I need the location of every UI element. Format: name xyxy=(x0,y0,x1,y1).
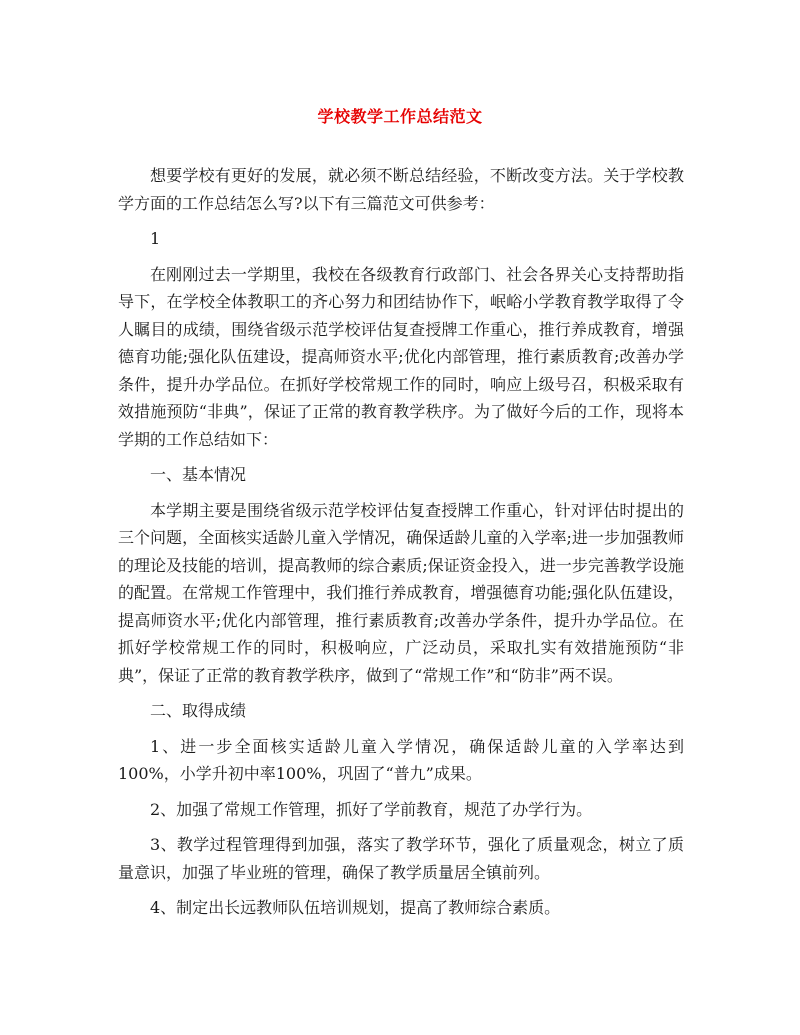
list-item: 2、加强了常规工作管理，抓好了学前教育，规范了办学行为。 xyxy=(150,799,593,819)
section-heading: 二、取得成绩 xyxy=(150,701,247,720)
section-heading: 一、基本情况 xyxy=(150,465,247,484)
list-item: 3、教学过程管理得到加强，落实了教学环节，强化了质量观念，树立了质量意识，加强了毕业班的管理，确保了教学质量居全镇前列。 xyxy=(118,835,684,882)
list-item: 4、制定出长远教师队伍培训规划，提高了教师综合素质。 xyxy=(150,898,561,917)
document-body xyxy=(118,162,684,930)
document-title: 学校教学工作总结范文 xyxy=(317,107,483,126)
paragraph: 1 xyxy=(150,229,161,248)
paragraph: 想要学校有更好的发展，就必须不断总结经验，不断改变方法。关于学校教学方面的工作总结怎么写?以下有三篇范文可供参考： xyxy=(118,166,684,213)
list-item: 1、进一步全面核实适龄儿童入学情况，确保适龄儿童的入学率达到100%，小学升初中率100%，巩固了“普九”成果。 xyxy=(118,736,684,783)
paragraph: 本学期主要是围绕省级示范学校评估复查授牌工作重心，针对评估时提出的三个问题，全面核实适龄儿童入学情况，确保适龄儿童的入学率;进一步加强教师的理论及技能的培训，提高教师的综合素质;保证资金投入，进一步完善教学设施的配置。在常规工作管理中，我们推行养成教育，增强德育功能;强化队伍建设，提高师资水平;优化内部管理，推行素质教育;改善办学条件，提升办学品位。在抓好学校常规工作的同时，积极响应，广泛动员，采取扎实有效措施预防“非典”，保证了正常的教育教学秩序，做到了“常规工作”和“防非”两不误。 xyxy=(118,500,684,685)
paragraph: 在刚刚过去一学期里，我校在各级教育行政部门、社会各界关心支持帮助指导下，在学校全体教职工的齐心努力和团结协作下，岷峪小学教育教学取得了令人瞩目的成绩，围绕省级示范学校评估复查授牌工作重心，推行养成教育，增强德育功能;强化队伍建设，提高师资水平;优化内部管理，推行素质教育;改善办学条件，提升办学品位。在抓好学校常规工作的同时，响应上级号召，积极采取有效措施预防“非典”，保证了正常的教育教学秩序。为了做好今后的工作，现将本学期的工作总结如下： xyxy=(118,264,684,449)
